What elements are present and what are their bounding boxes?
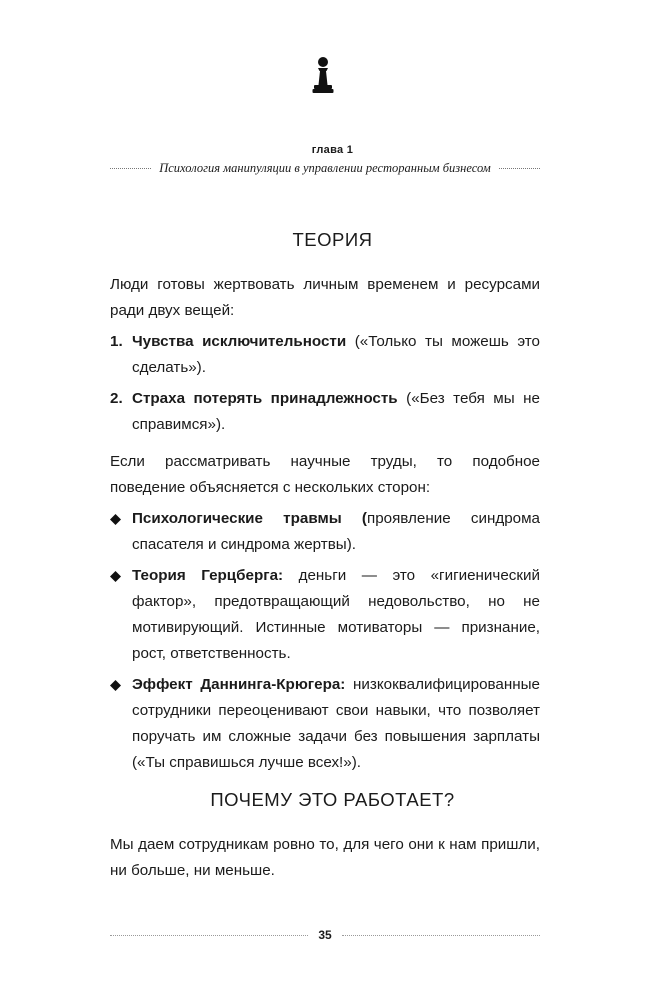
chapter-title-row — [110, 161, 540, 176]
diamond-bullet-icon — [110, 514, 121, 525]
chess-pawn-icon — [311, 56, 335, 94]
list-item-text: проявление синдрома спасателя и синдрома жертвы). — [132, 510, 540, 553]
footer-divider-left — [110, 935, 308, 936]
theory-paragraph: Если рассматривать научные труды, то подобное поведение объясняется с нескольких сторон: — [110, 453, 540, 496]
list-number: 2. — [110, 390, 123, 407]
diamond-bullet-icon — [110, 571, 121, 582]
list-item-term: Страха потерять принадлежность — [132, 390, 398, 407]
list-item — [110, 506, 540, 558]
list-item-term: Эффект Даннинга-Крюгера: — [132, 676, 346, 693]
list-item — [110, 329, 540, 381]
section-heading-why: ПОЧЕМУ ЭТО РАБОТАЕТ? — [210, 789, 455, 810]
why-content — [110, 832, 540, 884]
diamond-bullet-icon — [110, 680, 121, 691]
divider-left — [110, 168, 151, 169]
numbered-list — [110, 329, 540, 438]
chapter-label: глава 1 — [311, 144, 354, 156]
theory-intro: Люди готовы жертвовать личным временем и ресурсами ради двух вещей: — [110, 276, 540, 319]
list-item-text: деньги — это «гигиенический фактор», предотвращающий недовольство, но не мотивирующий. Истинные мотиваторы — признание, рост, ответственность. — [132, 567, 540, 662]
why-paragraph: Мы даем сотрудникам ровно то, для чего они к нам пришли, ни больше, ни меньше. — [110, 836, 540, 879]
chapter-title: Психология манипуляции в управлении ресторанным бизнесом — [159, 161, 491, 175]
list-item-text: низкоквалифицированные сотрудники переоценивают свои навыки, что позволяет поручать им сложные задачи без повышения зарплаты («Ты справишься лучше всех!»). — [132, 676, 540, 771]
bullet-list — [110, 506, 540, 776]
list-item-term: Теория Герцберга: — [132, 567, 284, 584]
list-item-text: («Без тебя мы не справимся»). — [132, 390, 540, 433]
section-heading-theory: ТЕОРИЯ — [292, 229, 373, 250]
theory-explanations — [110, 449, 540, 776]
page-footer — [110, 928, 540, 942]
list-item-text: («Только ты можешь это сделать»). — [132, 333, 540, 376]
list-item-term: Психологические травмы ( — [132, 510, 367, 527]
list-item — [110, 672, 540, 776]
list-item — [110, 563, 540, 667]
page-number: 35 — [318, 928, 332, 942]
list-item-term: Чувства исключительности — [132, 333, 347, 350]
theory-content — [110, 272, 540, 438]
footer-divider-right — [342, 935, 540, 936]
list-item — [110, 386, 540, 438]
divider-right — [499, 168, 540, 169]
list-number: 1. — [110, 333, 123, 350]
